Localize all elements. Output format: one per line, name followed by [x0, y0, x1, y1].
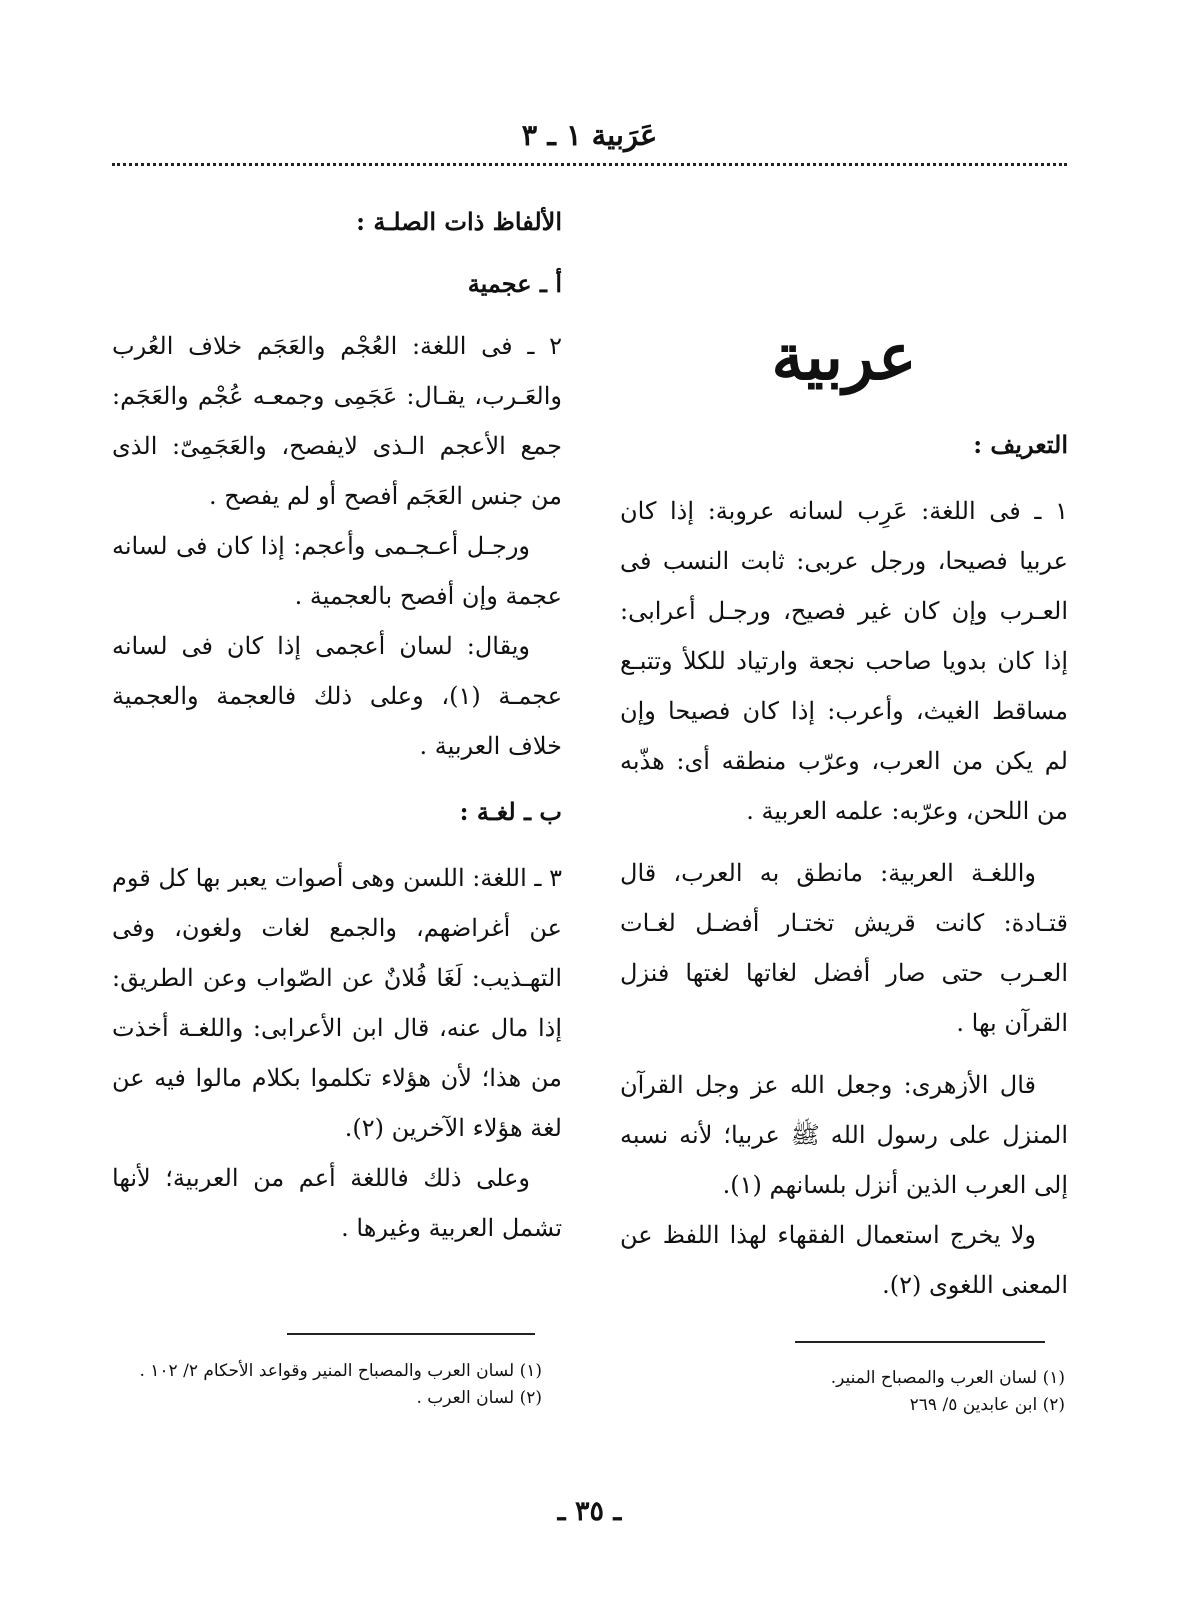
page-header-title: عَرَبية ١ ـ ٣ — [521, 118, 658, 152]
page-number: ـ ٣٥ ـ — [557, 1496, 622, 1527]
footnote: (١) لسان العرب والمصباح المنير. — [830, 1368, 1065, 1388]
paragraph-2b: ورجـل أعـجـمى وأعجم: إذا كان فى لسانه عجمة وإن أفصح بالعجمية . — [112, 532, 562, 610]
related-terms-heading: الألفاظ ذات الصلـة : — [356, 207, 562, 236]
subheading-ajamiyya: أ ـ عجمية — [467, 269, 562, 298]
right-footnotes — [620, 1365, 1065, 1419]
subheading-lugha: ب ـ لغـة : — [459, 797, 562, 826]
right-column — [620, 310, 1068, 1310]
definition-heading: التعريف : — [973, 430, 1068, 459]
paragraph-fuqaha: ولا يخرج استعمال الفقهاء لهذا اللفظ عن المعنى اللغوى (٢). — [620, 1221, 1068, 1299]
paragraph-2c: ويقال: لسان أعجمى إذا كان فى لسانه عجمـة (١)، وعلى ذلك فالعجمة والعجمية خلاف العربية . — [112, 632, 563, 760]
paragraph-azhari: قال الأزهرى: وجعل الله عز وجل القرآن المنزل على رسول الله ﷺ عربيا؛ لأنه نسبه إلى العرب الذين أنزل بلسانهم (١). — [620, 1071, 1068, 1199]
paragraph-2: ٢ ـ فى اللغة: العُجْم والعَجَم خلاف العُرب والعَـرب، يقـال: عَجَمِى وجمعـه عُجْم والعَجَم: جمع الأعجم الـذى لايفصح، والعَجَمِىّ: الذى من جنس العَجَم أفصح أو لم يفصح . — [112, 332, 562, 510]
left-footnotes — [112, 1358, 542, 1412]
entry-title: عربية — [771, 320, 917, 395]
footnote: (٢) لسان العرب . — [416, 1388, 542, 1408]
footnote: (١) لسان العرب والمصباح المنير وقواعد الأحكام ٢/ ١٠٢ . — [139, 1361, 542, 1381]
right-footnote-rule — [795, 1341, 1045, 1343]
paragraph-3: ٣ ـ اللغة: اللسن وهى أصوات يعبر بها كل قوم عن أغراضهم، والجمع لغات ولغون، وفى التهـذيب: لَغَا فُلانٌ عن الصّواب وعن الطريق: إذا مال عنه، قال ابن الأعرابى: واللغـة أخذت من هذا؛ لأن هؤلاء تكلموا بكلام مالوا فيه عن لغة هؤلاء الآخرين (٢). — [112, 864, 562, 1142]
left-footnote-rule — [287, 1333, 535, 1335]
paragraph-arabic-language: واللغـة العربية: مانطق به العرب، قال قتـادة: كانت قريش تختـار أفضـل لغـات العـرب حتى صار أفضل لغاتها لغتها فنزل القرآن بها . — [620, 859, 1068, 1037]
paragraph-1: ١ ـ فى اللغة: عَرِب لسانه عروبة: إذا كان عربيا فصيحا، ورجل عربى: ثابت النسب فى العـرب وإن كان غير فصيح، ورجـل أعرابى: إذا كان بدويا صاحب نجعة وارتياد للكلأ وتتبـع مساقط الغيث، وأعرب: إذا كان فصيحا وإن لم يكن من العرب، وعرّب منطقه أى: هذّبه من اللحن، وعرّبه: علمه العربية . — [620, 497, 1068, 825]
footnote: (٢) ابن عابدين ٥/ ٢٦٩ — [909, 1395, 1065, 1415]
paragraph-3b: وعلى ذلك فاللغة أعم من العربية؛ لأنها تشمل العربية وغيرها . — [112, 1164, 562, 1242]
header-dotted-divider — [112, 163, 1067, 166]
left-column — [112, 197, 562, 1253]
